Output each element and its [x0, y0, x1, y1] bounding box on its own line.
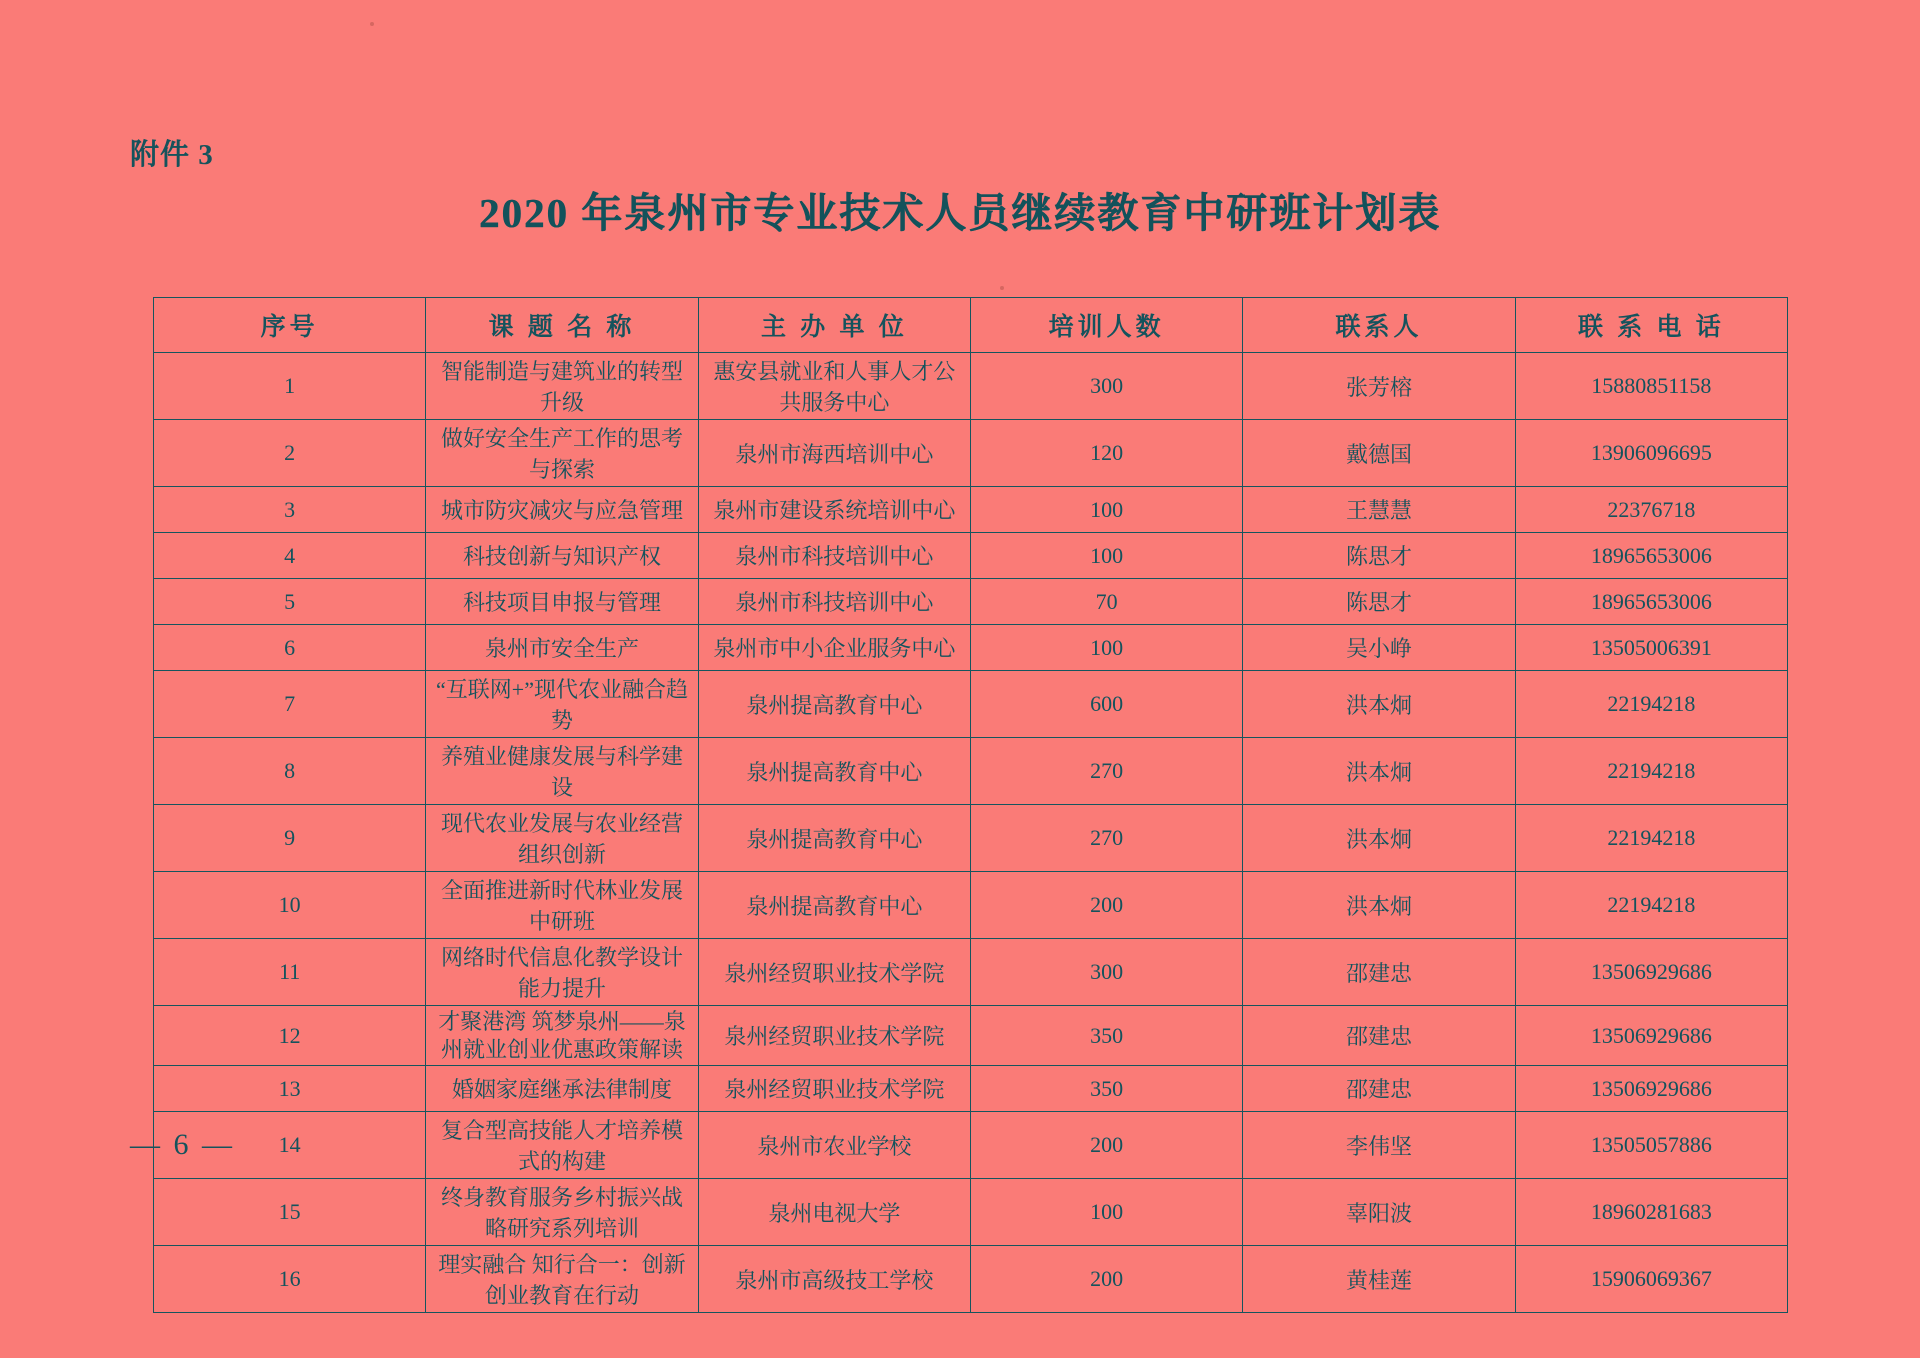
table-body: [154, 353, 1788, 1313]
cell-index: 8: [154, 738, 426, 805]
cell-contact-person: 陈思才: [1243, 533, 1515, 579]
cell-topic: 理实融合 知行合一：创新创业教育在行动: [426, 1246, 698, 1313]
cell-index: 12: [154, 1006, 426, 1066]
cell-organizer: 泉州经贸职业技术学院: [698, 1066, 970, 1112]
cell-topic: [426, 1006, 698, 1066]
cell-contact-person: 黄桂莲: [1243, 1246, 1515, 1313]
cell-topic: 做好安全生产工作的思考与探索: [426, 420, 698, 487]
table-row: [154, 1246, 1788, 1313]
page-title: 2020 年泉州市专业技术人员继续教育中研班计划表: [478, 190, 1442, 236]
cell-organizer: 泉州市海西培训中心: [698, 420, 970, 487]
cell-index: 15: [154, 1179, 426, 1246]
cell-contact-person: 邵建忠: [1243, 939, 1515, 1006]
cell-topic: 科技项目申报与管理: [426, 579, 698, 625]
cell-contact-person: 张芳榕: [1243, 353, 1515, 420]
cell-contact-phone: 22194218: [1515, 671, 1787, 738]
cell-organizer: 泉州市农业学校: [698, 1112, 970, 1179]
table-header-row: [154, 298, 1788, 353]
cell-contact-person: 戴德国: [1243, 420, 1515, 487]
column-header-contact-person: 联系人: [1243, 298, 1515, 353]
table-row: [154, 1006, 1788, 1066]
cell-trainee-count: 350: [970, 1066, 1242, 1112]
table-row: [154, 939, 1788, 1006]
cell-contact-phone: 15906069367: [1515, 1246, 1787, 1313]
column-header-index: 序号: [154, 298, 426, 353]
cell-contact-phone: 18965653006: [1515, 533, 1787, 579]
cell-contact-phone: 22194218: [1515, 805, 1787, 872]
cell-contact-person: 王慧慧: [1243, 487, 1515, 533]
cell-contact-person: 吴小峥: [1243, 625, 1515, 671]
cell-index: 6: [154, 625, 426, 671]
cell-index: 16: [154, 1246, 426, 1313]
cell-trainee-count: 600: [970, 671, 1242, 738]
cell-contact-phone: 18965653006: [1515, 579, 1787, 625]
cell-index: 1: [154, 353, 426, 420]
table-row: [154, 353, 1788, 420]
cell-topic-text: 才聚港湾 筑梦泉州——泉州就业创业优惠政策解读: [438, 1009, 686, 1062]
cell-topic: 终身教育服务乡村振兴战略研究系列培训: [426, 1179, 698, 1246]
cell-organizer: 泉州市科技培训中心: [698, 579, 970, 625]
plan-table: [153, 297, 1788, 1313]
table-header: [154, 298, 1788, 353]
cell-organizer: 泉州经贸职业技术学院: [698, 939, 970, 1006]
scan-speck: [1000, 286, 1004, 290]
cell-index: 10: [154, 872, 426, 939]
cell-organizer: 泉州提高教育中心: [698, 671, 970, 738]
cell-contact-phone: 13505057886: [1515, 1112, 1787, 1179]
cell-topic: 全面推进新时代林业发展中研班: [426, 872, 698, 939]
cell-topic: 养殖业健康发展与科学建设: [426, 738, 698, 805]
cell-contact-phone: 22194218: [1515, 738, 1787, 805]
cell-contact-person: 李伟坚: [1243, 1112, 1515, 1179]
cell-contact-person: 邵建忠: [1243, 1066, 1515, 1112]
table-row: [154, 1179, 1788, 1246]
table-row: [154, 671, 1788, 738]
attachment-label: 附件 3: [130, 139, 214, 171]
cell-topic: 复合型高技能人才培养模式的构建: [426, 1112, 698, 1179]
page-number: — 6 —: [130, 1128, 235, 1161]
cell-contact-phone: 18960281683: [1515, 1179, 1787, 1246]
cell-topic: 现代农业发展与农业经营组织创新: [426, 805, 698, 872]
cell-index: 9: [154, 805, 426, 872]
cell-trainee-count: 200: [970, 872, 1242, 939]
cell-contact-person: 邵建忠: [1243, 1006, 1515, 1066]
cell-organizer: 惠安县就业和人事人才公共服务中心: [698, 353, 970, 420]
cell-trainee-count: 100: [970, 1179, 1242, 1246]
cell-trainee-count: 200: [970, 1112, 1242, 1179]
column-header-contact-phone: 联 系 电 话: [1515, 298, 1787, 353]
cell-index: 4: [154, 533, 426, 579]
cell-contact-person: 洪本炯: [1243, 671, 1515, 738]
cell-index: 5: [154, 579, 426, 625]
cell-trainee-count: 350: [970, 1006, 1242, 1066]
cell-topic: 智能制造与建筑业的转型升级: [426, 353, 698, 420]
cell-index: 14: [154, 1112, 426, 1179]
cell-trainee-count: 270: [970, 805, 1242, 872]
column-header-trainee-count: 培训人数: [970, 298, 1242, 353]
table-row: [154, 1112, 1788, 1179]
cell-topic: 城市防灾减灾与应急管理: [426, 487, 698, 533]
column-header-topic: 课 题 名 称: [426, 298, 698, 353]
cell-contact-person: 洪本炯: [1243, 805, 1515, 872]
cell-index: 13: [154, 1066, 426, 1112]
table-row: [154, 1066, 1788, 1112]
cell-organizer: 泉州经贸职业技术学院: [698, 1006, 970, 1066]
cell-trainee-count: 100: [970, 487, 1242, 533]
table-row: [154, 533, 1788, 579]
cell-index: 7: [154, 671, 426, 738]
cell-contact-phone: 13506929686: [1515, 939, 1787, 1006]
table-row: [154, 805, 1788, 872]
cell-topic: 婚姻家庭继承法律制度: [426, 1066, 698, 1112]
table-row: [154, 420, 1788, 487]
cell-trainee-count: 270: [970, 738, 1242, 805]
cell-contact-phone: 15880851158: [1515, 353, 1787, 420]
cell-organizer: 泉州提高教育中心: [698, 738, 970, 805]
cell-contact-phone: 13506929686: [1515, 1066, 1787, 1112]
cell-topic: 科技创新与知识产权: [426, 533, 698, 579]
cell-contact-phone: 22376718: [1515, 487, 1787, 533]
cell-contact-phone: 13906096695: [1515, 420, 1787, 487]
cell-contact-person: 陈思才: [1243, 579, 1515, 625]
cell-organizer: 泉州市高级技工学校: [698, 1246, 970, 1313]
cell-trainee-count: 70: [970, 579, 1242, 625]
cell-organizer: 泉州电视大学: [698, 1179, 970, 1246]
cell-trainee-count: 100: [970, 625, 1242, 671]
cell-trainee-count: 120: [970, 420, 1242, 487]
cell-organizer: 泉州市建设系统培训中心: [698, 487, 970, 533]
table-row: [154, 738, 1788, 805]
cell-contact-phone: 13506929686: [1515, 1006, 1787, 1066]
cell-contact-person: 辜阳波: [1243, 1179, 1515, 1246]
cell-topic: “互联网+”现代农业融合趋势: [426, 671, 698, 738]
cell-index: 2: [154, 420, 426, 487]
cell-organizer: 泉州提高教育中心: [698, 872, 970, 939]
cell-organizer: 泉州市科技培训中心: [698, 533, 970, 579]
cell-contact-phone: 22194218: [1515, 872, 1787, 939]
column-header-organizer: 主 办 单 位: [698, 298, 970, 353]
cell-trainee-count: 200: [970, 1246, 1242, 1313]
table-row: [154, 487, 1788, 533]
cell-contact-phone: 13505006391: [1515, 625, 1787, 671]
cell-trainee-count: 300: [970, 939, 1242, 1006]
cell-organizer: 泉州市中小企业服务中心: [698, 625, 970, 671]
scan-speck: [370, 22, 374, 26]
table-row: [154, 872, 1788, 939]
cell-trainee-count: 100: [970, 533, 1242, 579]
plan-table-container: [153, 297, 1788, 1313]
cell-organizer: 泉州提高教育中心: [698, 805, 970, 872]
cell-index: 11: [154, 939, 426, 1006]
cell-contact-person: 洪本炯: [1243, 872, 1515, 939]
cell-index: 3: [154, 487, 426, 533]
cell-contact-person: 洪本炯: [1243, 738, 1515, 805]
table-row: [154, 579, 1788, 625]
cell-topic: 网络时代信息化教学设计能力提升: [426, 939, 698, 1006]
cell-topic: 泉州市安全生产: [426, 625, 698, 671]
cell-trainee-count: 300: [970, 353, 1242, 420]
table-row: [154, 625, 1788, 671]
